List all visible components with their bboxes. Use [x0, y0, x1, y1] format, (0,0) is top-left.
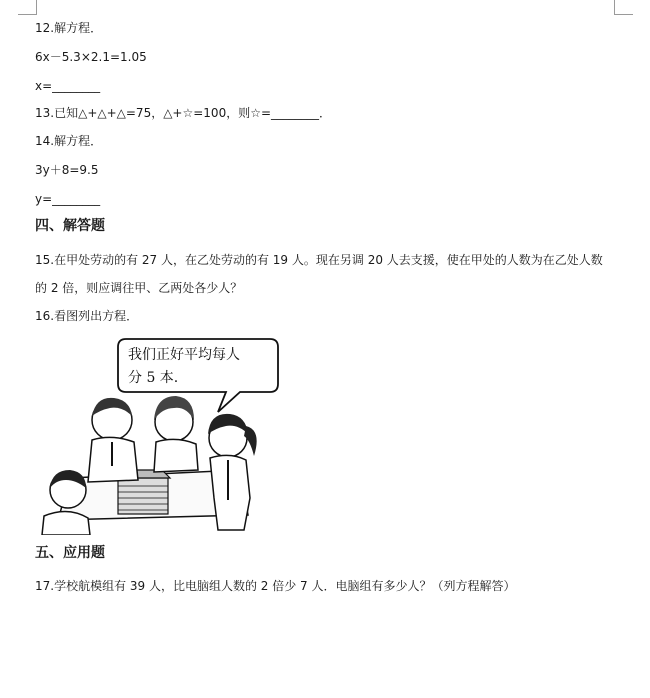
q14-answer: y=________ [35, 192, 101, 206]
girl-right-icon [208, 414, 257, 530]
q13-text: 13.已知△+△+△=75，△+☆=100，则☆=________． [35, 106, 332, 120]
q15-line-2: 的 2 倍，则应调往甲、乙两处各少人？ [35, 281, 243, 295]
q12-equation: 6x－5.3×2.1=1.05 [35, 50, 147, 64]
q14-equation: 3y＋8=9.5 [35, 163, 99, 177]
girl-middle-icon [154, 396, 198, 472]
bubble-text-line-1: 我们正好平均每人 [128, 347, 240, 363]
bubble-text-line-2: 分 5 本. [128, 370, 179, 386]
q16-text: 16.看图列出方程． [35, 309, 139, 323]
speech-bubble [118, 339, 278, 412]
q12-title: 12.解方程． [35, 21, 103, 35]
q12-answer: x=________ [35, 79, 101, 93]
q15-line-1: 15.在甲处劳动的有 27 人，在乙处劳动的有 19 人。现在另调 20 人去支援，使在甲处的人数为在乙处人数 [35, 253, 603, 267]
crop-mark-left [18, 0, 37, 15]
q14-title: 14.解方程． [35, 134, 103, 148]
boy-left-icon [88, 398, 138, 482]
illustration-children-books [30, 330, 320, 535]
section-4-heading: 四、解答题 [35, 218, 105, 234]
q17-text: 17.学校航模组有 39 人，比电脑组人数的 2 倍少 7 人．电脑组有多少人？（列方程解答） [35, 579, 516, 593]
section-5-heading: 五、应用题 [35, 545, 105, 561]
crop-mark-right [614, 0, 633, 15]
